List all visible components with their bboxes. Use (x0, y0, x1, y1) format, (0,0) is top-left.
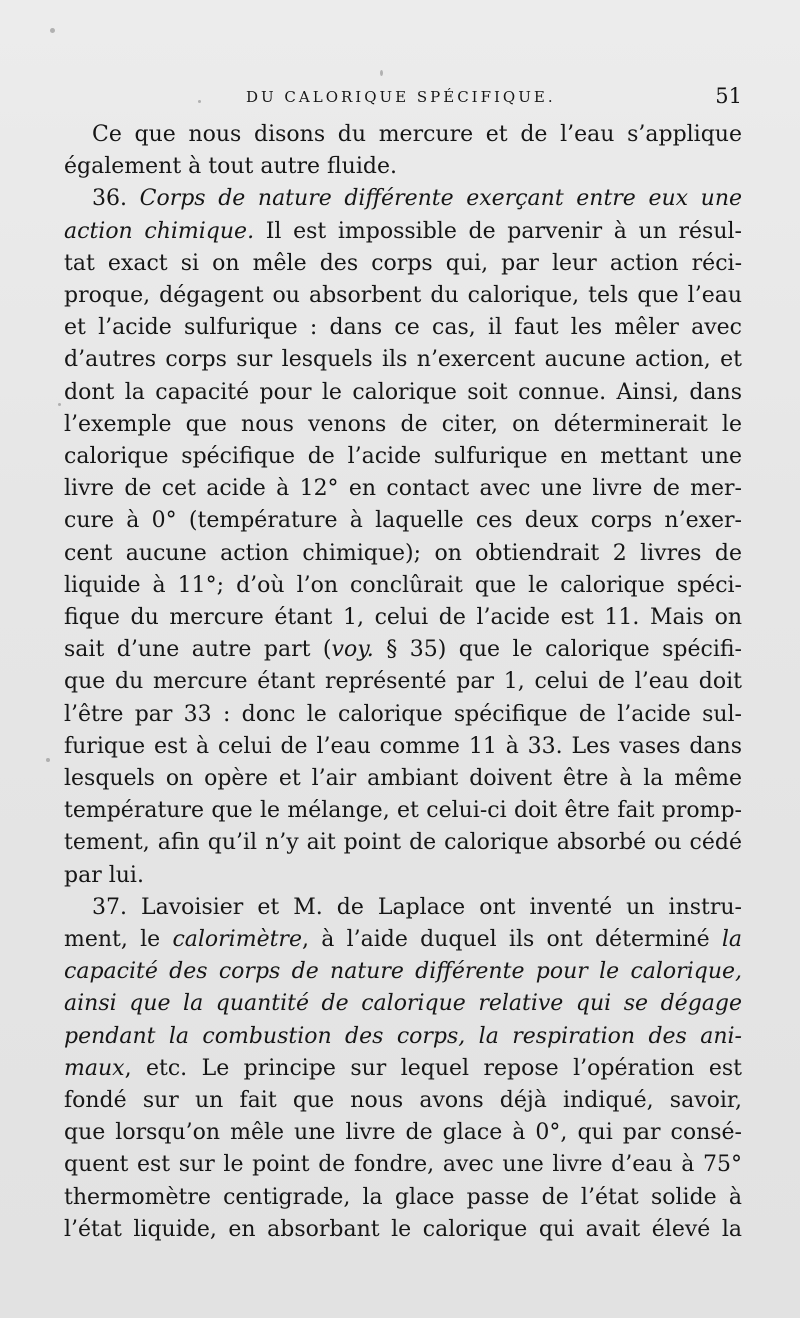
text-line (64, 955, 742, 989)
text-run: d’autres corps sur lesquels ils n’exercent aucune action, et (64, 347, 742, 373)
text-run: que lorsqu’on mêle une livre de glace à 0°, qui par consé- (64, 1120, 742, 1146)
text-line (64, 1181, 742, 1215)
text-line (64, 1052, 742, 1086)
text-line (64, 311, 742, 345)
text-run: cure à 0° (température à laquelle ces deux corps n’exer- (64, 508, 742, 534)
italic-text: action chimique. (64, 218, 255, 244)
text-line (64, 923, 742, 957)
italic-text: pendant la combustion des corps, la respiration des ani- (64, 1023, 742, 1049)
italic-text: capacité des corps de nature différente pour le calorique, (64, 959, 742, 985)
text-line (92, 118, 742, 152)
page-header (60, 84, 750, 114)
text-run: 36. (92, 186, 140, 212)
ink-spot (50, 28, 55, 33)
italic-text: ainsi que la quantité de calorique relative qui se dégage (64, 991, 742, 1017)
text-line (64, 247, 742, 281)
ink-spot (380, 70, 383, 76)
text-line (64, 1084, 742, 1118)
text-line (64, 472, 742, 506)
text-line (64, 826, 742, 860)
text-run: ment, le (64, 927, 173, 952)
text-line (64, 1020, 742, 1054)
text-run: thermomètre centigrade, la glace passe de l’état solide à (64, 1184, 742, 1210)
text-run: livre de cet acide à 12° en contact avec une livre de mer- (64, 476, 742, 502)
running-head: DU CALORIQUE SPÉCIFIQUE. (246, 88, 556, 106)
text-run: § 35) que le calorique spécifi- (373, 637, 742, 663)
text-line (64, 537, 742, 571)
text-line (64, 440, 742, 474)
text-line (64, 730, 742, 764)
text-run: furique est à celui de l’eau comme 11 à 33. Les vases dans (64, 733, 742, 759)
text-run: dont la capacité pour le calorique soit connue. Ainsi, dans (64, 379, 742, 405)
italic-text: voy. (331, 637, 374, 663)
text-line (64, 569, 742, 603)
text-line (64, 215, 742, 249)
text-line (64, 665, 742, 699)
text-line (64, 762, 742, 796)
text-run: quent est sur le point de fondre, avec une livre d’eau à 75° (64, 1152, 742, 1178)
italic-text: la (721, 927, 742, 952)
italic-text: maux (64, 1055, 125, 1081)
text-run: fondé sur un fait que nous avons déjà indiqué, savoir, (64, 1088, 742, 1113)
text-run: calorique spécifique de l’acide sulfurique en mettant une (64, 444, 742, 469)
text-line (64, 343, 742, 377)
text-line (92, 182, 742, 216)
text-line (64, 408, 742, 442)
ink-spot (46, 758, 50, 762)
text-line (64, 504, 742, 538)
text-line (64, 633, 742, 667)
text-run: l’être par 33 : donc le calorique spécifique de l’acide sul- (64, 701, 742, 727)
text-run: lesquels on opère et l’air ambiant doivent être à la même (64, 766, 742, 791)
page-number: 51 (715, 84, 742, 108)
text-line (64, 794, 742, 828)
text-run: et l’acide sulfurique : dans ce cas, il faut les mêler avec (64, 315, 742, 341)
text-run: Il est impossible de parvenir à un résul- (254, 218, 742, 244)
text-line (64, 279, 742, 313)
text-run: que du mercure étant représenté par 1, celui de l’eau doit (64, 669, 742, 695)
text-line (64, 150, 742, 184)
text-run: 37. Lavoisier et M. de Laplace ont inventé un instru- (92, 894, 742, 920)
text-line (64, 698, 742, 732)
text-run: , à l’aide duquel ils ont déterminé (301, 927, 722, 952)
text-line (64, 1213, 742, 1247)
text-line (64, 987, 742, 1021)
text-run: tement, afin qu’il n’y ait point de calorique absorbé ou cédé (64, 830, 742, 856)
text-line (64, 601, 742, 635)
text-run: sait d’une autre part ( (64, 637, 332, 663)
text-line (64, 376, 742, 410)
text-run: température que le mélange, et celui-ci doit être fait promp- (64, 798, 742, 824)
text-line (64, 859, 742, 893)
text-run: tat exact si on mêle des corps qui, par leur action réci- (64, 250, 742, 276)
ink-spot (58, 403, 61, 406)
text-run: également à tout autre fluide. (64, 154, 397, 180)
text-line (92, 891, 742, 925)
text-line (64, 1116, 742, 1150)
italic-text: Corps de nature différente exerçant entre eux une (139, 186, 743, 212)
text-run: fique du mercure étant 1, celui de l’acide est 11. Mais on (64, 605, 742, 630)
text-run: cent aucune action chimique); on obtiendrait 2 livres de (64, 540, 742, 566)
text-line (64, 1148, 742, 1182)
text-run: proque, dégagent ou absorbent du calorique, tels que l’eau (64, 283, 742, 308)
text-run: l’état liquide, en absorbant le calorique qui avait élevé la (64, 1216, 742, 1242)
text-run: par lui. (64, 862, 144, 888)
text-run: l’exemple que nous venons de citer, on déterminerait le (64, 411, 742, 437)
italic-text: calorimètre (172, 927, 302, 952)
text-run: , etc. Le principe sur lequel repose l’opération est (124, 1055, 742, 1081)
text-run: Ce que nous disons du mercure et de l’eau s’applique (92, 122, 742, 147)
text-run: liquide à 11°; d’où l’on conclûrait que le calorique spéci- (64, 572, 742, 598)
